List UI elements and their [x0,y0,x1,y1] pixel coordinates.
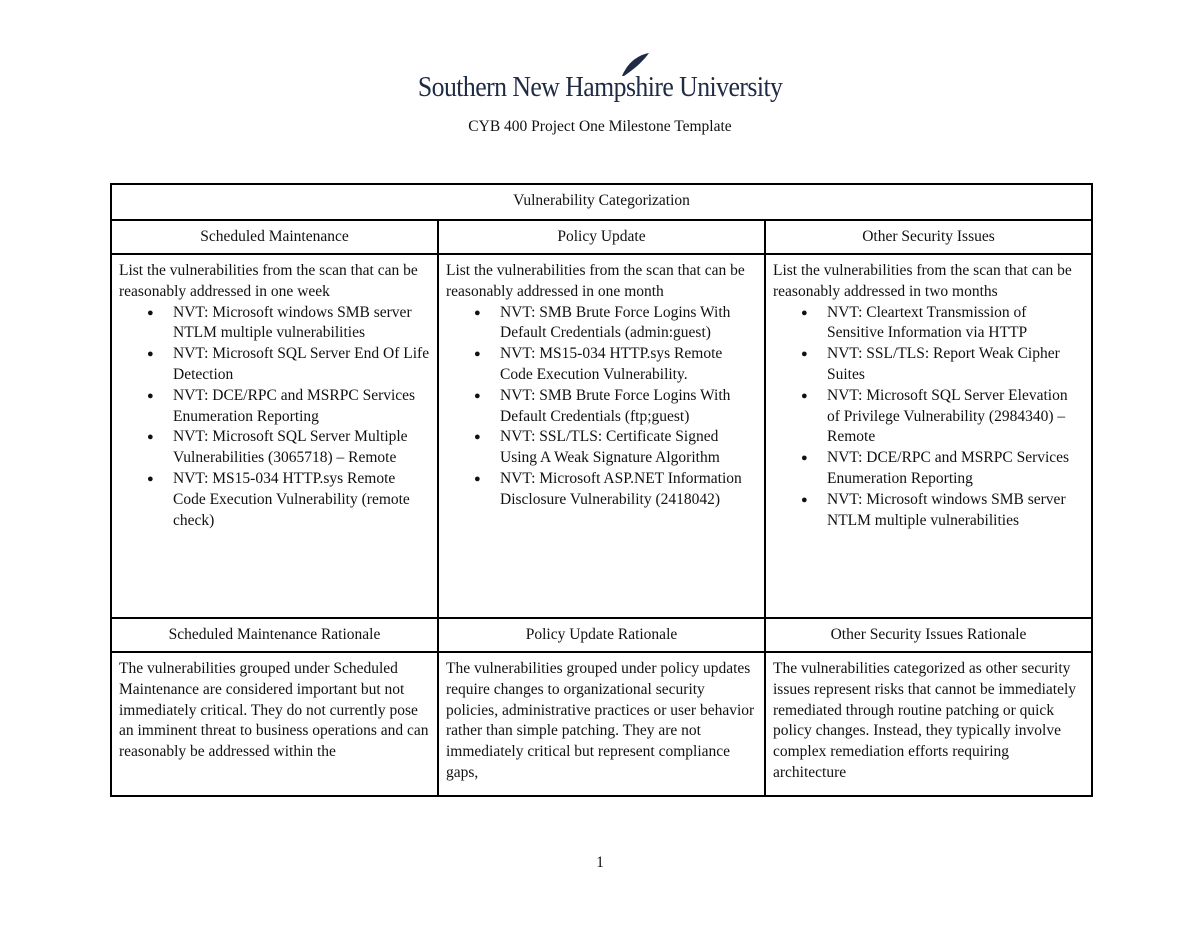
list-item: ● NVT: SSL/TLS: Report Weak Cipher Suites [827,344,1084,386]
cell-intro: List the vulnerabilities from the scan that can be reasonably addressed in one week [119,262,418,300]
list-item: ● NVT: SMB Brute Force Logins With Default Credentials (ftp;guest) [500,386,757,428]
list-item: ● NVT: DCE/RPC and MSRPC Services Enumeration Reporting [827,448,1084,490]
scheduled-maintenance-rationale: The vulnerabilities grouped under Scheduled Maintenance are considered important but not immediately critical. They do not currently pose an imminent threat to business operations and can reasonably be addressed within the [111,652,438,796]
list-item: ● NVT: Cleartext Transmission of Sensitive Information via HTTP [827,303,1084,345]
list-item: ● NVT: Microsoft SQL Server Multiple Vulnerabilities (3065718) – Remote [173,427,430,469]
policy-update-rationale: The vulnerabilities grouped under policy updates require changes to organizational security policies, administrative practices or user behavior rather than simple patching. They are not immediately critical but represent compliance gaps, [438,652,765,796]
policy-update-cell [438,254,765,618]
list-item: ● NVT: MS15-034 HTTP.sys Remote Code Execution Vulnerability (remote check) [173,469,430,531]
list-item: ● NVT: Microsoft windows SMB server NTLM multiple vulnerabilities [173,303,430,345]
page-number: 1 [596,854,604,871]
rationale-heading-policy-update: Policy Update Rationale [438,618,765,652]
vulnerability-list [446,303,757,511]
list-item: ● NVT: Microsoft SQL Server End Of Life Detection [173,344,430,386]
list-item: ● NVT: Microsoft SQL Server Elevation of Privilege Vulnerability (2984340) – Remote [827,386,1084,448]
list-item: ● NVT: Microsoft ASP.NET Information Disclosure Vulnerability (2418042) [500,469,757,511]
vulnerability-table [110,183,1093,797]
column-heading-scheduled-maintenance: Scheduled Maintenance [111,220,438,254]
list-item: ● NVT: SSL/TLS: Certificate Signed Using A Weak Signature Algorithm [500,427,757,469]
cell-intro: List the vulnerabilities from the scan that can be reasonably addressed in one month [446,262,745,300]
cell-intro: List the vulnerabilities from the scan that can be reasonably addressed in two months [773,262,1072,300]
vulnerability-list [119,303,430,532]
university-logo [402,52,798,104]
list-item: ● NVT: SMB Brute Force Logins With Default Credentials (admin:guest) [500,303,757,345]
rationale-heading-other-security-issues: Other Security Issues Rationale [765,618,1092,652]
list-item: ● NVT: Microsoft windows SMB server NTLM multiple vulnerabilities [827,490,1084,532]
list-item: ● NVT: DCE/RPC and MSRPC Services Enumeration Reporting [173,386,430,428]
other-security-issues-rationale: The vulnerabilities categorized as other security issues represent risks that cannot be immediately remediated through routine patching or quick policy changes. Instead, they typically involve complex remediation efforts requiring architecture [765,652,1092,796]
document-title: CYB 400 Project One Milestone Template [468,118,732,135]
scheduled-maintenance-cell [111,254,438,618]
document-header [0,52,1200,136]
list-item: ● NVT: MS15-034 HTTP.sys Remote Code Execution Vulnerability. [500,344,757,386]
vulnerability-list [773,303,1084,532]
logo-text: Southern New Hampshire University [417,72,783,103]
column-heading-policy-update: Policy Update [438,220,765,254]
rationale-heading-scheduled-maintenance: Scheduled Maintenance Rationale [111,618,438,652]
table-title: Vulnerability Categorization [111,184,1092,220]
column-heading-other-security-issues: Other Security Issues [765,220,1092,254]
other-security-issues-cell [765,254,1092,618]
